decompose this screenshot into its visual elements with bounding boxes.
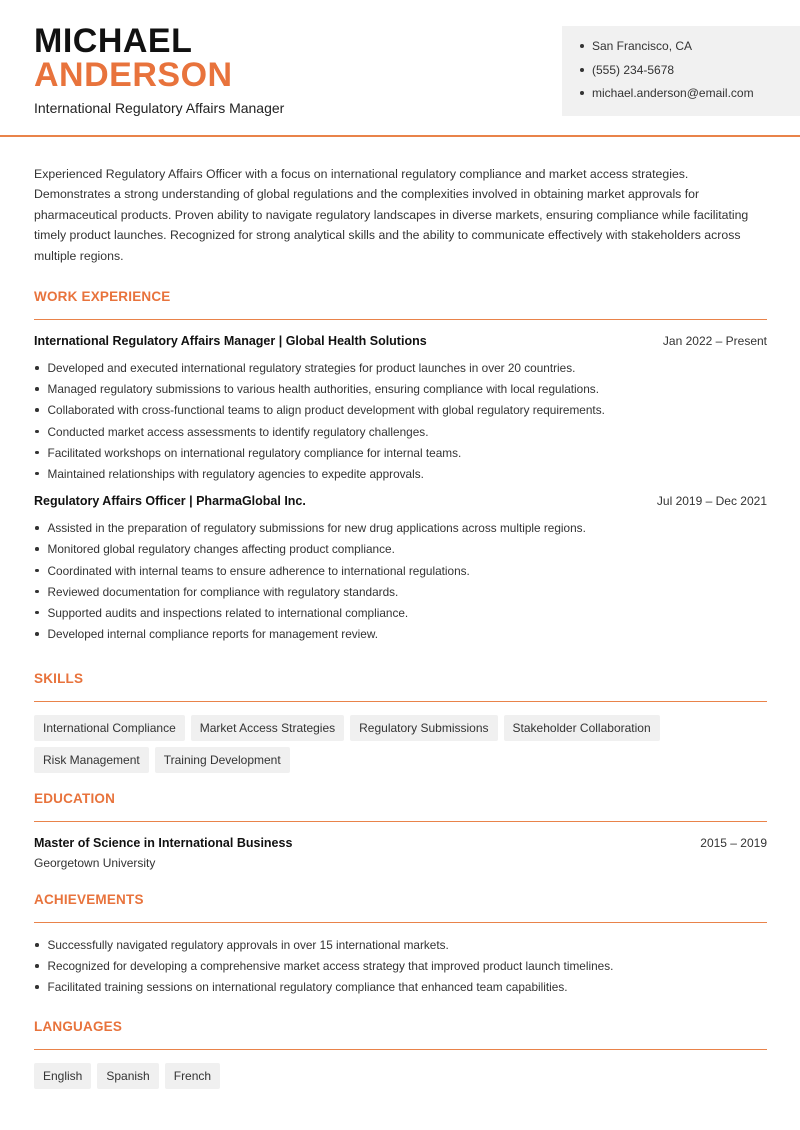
- summary-paragraph: Experienced Regulatory Affairs Officer with a focus on international regulatory compliance and market access strategies. Demonstrates a strong understanding of global regulations and the complexities involved in obtaining market approvals for pharmaceutical products. Proven ability to navigate regulatory landscapes in diverse markets, ensuring compliance while facilitating timely product launches. Recognized for strong analytical skills and the ability to communicate effectively with stakeholders across multiple regions.: [34, 167, 749, 263]
- achievement-bullets: [34, 937, 767, 1001]
- job-bullets: [34, 360, 767, 487]
- bullet-icon: [35, 387, 39, 391]
- skill-tag: Market Access Strategies: [191, 715, 344, 741]
- section-title: EDUCATION: [34, 791, 116, 806]
- bullet-text: Conducted market access assessments to identify regulatory challenges.: [47, 424, 429, 439]
- bullet-text: Collaborated with cross-functional teams to align product development with global regulatory requirements.: [47, 403, 605, 418]
- bullet-icon: [35, 611, 39, 615]
- bullet-text: Developed internal compliance reports for management review.: [47, 627, 378, 642]
- section-title: WORK EXPERIENCE: [34, 289, 171, 304]
- bullet-icon: [35, 985, 39, 989]
- bullet-icon: [35, 547, 39, 551]
- bullet-icon: [35, 632, 39, 636]
- bullet-text: Monitored global regulatory changes affecting product compliance.: [47, 542, 395, 557]
- job-entry: [34, 494, 767, 647]
- section-title: SKILLS: [34, 671, 84, 686]
- education-dates: 2015 – 2019: [700, 836, 767, 850]
- bullet-text: Managed regulatory submissions to various health authorities, ensuring compliance with local regulations.: [47, 382, 599, 397]
- section-divider: [34, 922, 767, 923]
- list-item: [34, 605, 767, 626]
- degree: Master of Science in International Business: [34, 836, 293, 850]
- job-dates: Jan 2022 – Present: [662, 334, 767, 348]
- list-item: [34, 402, 767, 423]
- list-item: [34, 584, 767, 605]
- skill-tag: Training Development: [155, 747, 290, 773]
- section-title: LANGUAGES: [34, 1019, 123, 1034]
- list-item: [34, 445, 767, 466]
- skill-tag: Regulatory Submissions: [350, 715, 497, 741]
- section-title: ACHIEVEMENTS: [34, 892, 144, 907]
- skill-tag: International Compliance: [34, 715, 185, 741]
- bullet-text: Maintained relationships with regulatory agencies to expedite approvals.: [47, 466, 424, 481]
- skill-tag: Risk Management: [34, 747, 149, 773]
- bullet-text: Supported audits and inspections related to international compliance.: [47, 605, 409, 620]
- list-item: [34, 626, 767, 647]
- language-tags: [34, 1063, 767, 1095]
- contact-email[interactable]: [580, 85, 800, 109]
- job-header: [34, 334, 767, 354]
- work-experience-section: [34, 289, 767, 647]
- resume-header: [0, 0, 800, 137]
- bullet-icon: [35, 569, 39, 573]
- job-dates: Jul 2019 – Dec 2021: [656, 494, 767, 509]
- phone-text: (555) 234-5678: [592, 62, 675, 77]
- bullet-icon: [580, 91, 584, 95]
- job-header: [34, 494, 767, 514]
- section-divider: [34, 701, 767, 702]
- last-name: ANDERSON: [34, 56, 233, 94]
- contact-phone: [580, 62, 800, 86]
- bullet-text: Recognized for developing a comprehensive market access strategy that improved product launch timelines.: [47, 959, 614, 974]
- list-item: [34, 541, 767, 562]
- bullet-text: Successfully navigated regulatory approvals in over 15 international markets.: [47, 938, 449, 952]
- list-item: [34, 466, 767, 487]
- bullet-icon: [35, 366, 39, 370]
- language-tag: French: [165, 1063, 220, 1089]
- language-tag: Spanish: [97, 1063, 158, 1089]
- list-item: [34, 520, 767, 541]
- languages-section: [34, 1019, 767, 1095]
- bullet-text: Facilitated workshops on international regulatory compliance for internal teams.: [47, 445, 462, 460]
- section-divider: [34, 1049, 767, 1050]
- contact-location: [580, 38, 800, 62]
- section-divider: [34, 319, 767, 320]
- school-name: Georgetown University: [34, 856, 156, 870]
- bullet-text: Facilitated training sessions on international regulatory compliance that enhanced team capabilities.: [47, 980, 568, 995]
- list-item: [34, 424, 767, 445]
- job-entry: [34, 334, 767, 487]
- language-tag: English: [34, 1063, 91, 1089]
- bullet-icon: [35, 430, 39, 434]
- location-text: San Francisco, CA: [592, 39, 693, 53]
- bullet-icon: [35, 526, 39, 530]
- job-title: International Regulatory Affairs Manager: [34, 100, 285, 116]
- bullet-icon: [35, 943, 39, 947]
- education-header: [34, 836, 767, 856]
- email-link[interactable]: michael.anderson@email.com: [592, 86, 754, 100]
- achievements-section: [34, 892, 767, 1001]
- list-item: [34, 381, 767, 402]
- bullet-icon: [35, 590, 39, 594]
- bullet-icon: [580, 68, 584, 72]
- bullet-text: Reviewed documentation for compliance with regulatory standards.: [47, 584, 399, 599]
- job-bullets: [34, 520, 767, 647]
- list-item: [34, 563, 767, 584]
- skills-section: [34, 671, 767, 779]
- section-divider: [34, 821, 767, 822]
- skills-tags: [34, 715, 767, 779]
- list-item: [34, 958, 767, 979]
- bullet-icon: [35, 408, 39, 412]
- job-role: International Regulatory Affairs Manager | Global Health Solutions: [34, 334, 427, 348]
- list-item: [34, 937, 767, 958]
- bullet-icon: [35, 451, 39, 455]
- bullet-icon: [35, 472, 39, 476]
- skill-tag: Stakeholder Collaboration: [504, 715, 660, 741]
- bullet-text: Developed and executed international regulatory strategies for product launches in over 20 countries.: [47, 361, 576, 375]
- education-section: [34, 791, 767, 870]
- list-item: [34, 360, 767, 381]
- bullet-icon: [35, 964, 39, 968]
- first-name: MICHAEL: [34, 22, 193, 60]
- contact-box: [562, 26, 800, 116]
- bullet-text: Coordinated with internal teams to ensure adherence to international regulations.: [47, 563, 470, 578]
- bullet-icon: [580, 44, 584, 48]
- job-role: Regulatory Affairs Officer | PharmaGlobal Inc.: [34, 494, 306, 509]
- bullet-text: Assisted in the preparation of regulatory submissions for new drug applications across multiple regions.: [47, 521, 586, 536]
- list-item: [34, 979, 767, 1000]
